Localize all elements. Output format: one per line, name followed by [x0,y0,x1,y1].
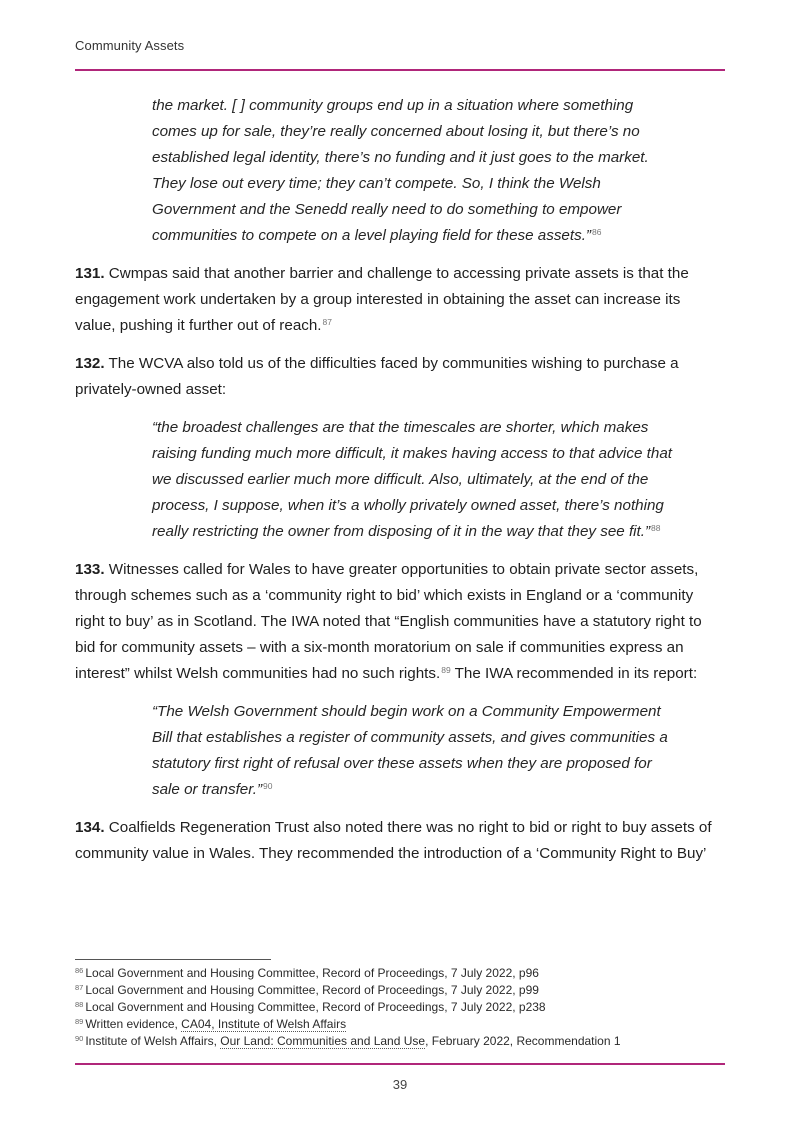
footnote-87: $^{87}$ Local Government and Housing Committee, Record of Proceedings, 7 July 2022, p99 [75,983,539,997]
footnote-90: $^{90}$ Institute of Welsh Affairs, Our Land: Communities and Land Use, February 2022, Recommendation 1 [75,1034,621,1048]
main-content [75,93,725,879]
paragraph-number: 134. [75,819,105,836]
footnote-ref-89[interactable]: 89 [441,665,451,675]
footnote-divider [75,959,271,960]
paragraph-133: 133. Witnesses called for Wales to have greater opportunities to obtain private sector assets, through schemes such as a ‘community right to bid’ which exists in England or a ‘community right to buy’ as in Scotland. The IWA noted that “English communities have a statutory right to bid for community assets – with a six-month moratorium on sale if communities express an interest” whilst Welsh communities had no such rights.$^{89}$ The IWA recommended in its report: [75,561,702,682]
footnote-ref-86[interactable]: 86 [591,227,602,237]
paragraph-131: 131. Cwmpas said that another barrier and challenge to accessing private assets is that the engagement work undertaken by a group interested in obtaining the asset can increase its value, pushing it further out of reach.$^{87}$ [75,265,689,334]
footer-rule [75,1063,725,1065]
evidence-link-ca04[interactable]: CA04, Institute of Welsh Affairs [181,1017,347,1031]
footnote-88: $^{88}$ Local Government and Housing Committee, Record of Proceedings, 7 July 2022, p238 [75,1000,546,1014]
paragraph-number: 133. [75,561,105,578]
quote-wcva-88: “the broadest challenges are that the timescales are shorter, which makes raising funding much more difficult, it makes having access to that advice that we discussed earlier much more difficult. Also, ultimately, at the end of the process, I suppose, when it’s a wholly privately owned asset, there’s nothing really restricting the owner from disposing of it in the way that they see fit.”$^{88}$ [152,419,673,540]
quote-iwa-90: “The Welsh Government should begin work on a Community Empowerment Bill that establishes a register of community assets, and gives communities a statutory first right of refusal over these assets when they are proposed for sale or transfer.”$^{90}$ [152,703,668,798]
footnote-89: $^{89}$ Written evidence, CA04, Institute of Welsh Affairs [75,1017,347,1031]
footnote-86: $^{86}$ Local Government and Housing Committee, Record of Proceedings, 7 July 2022, p96 [75,966,539,980]
paragraph-number: 131. [75,265,105,282]
footnote-ref-87[interactable]: 87 [322,317,332,327]
page-number: 39 [392,1077,408,1092]
report-link-our-land[interactable]: Our Land: Communities and Land Use [220,1034,426,1048]
footnote-ref-90[interactable]: 90 [263,781,273,791]
paragraph-134: 134. Coalfields Regeneration Trust also noted there was no right to bid or right to buy assets of community value in Wales. They recommended the introduction of a ‘Community Right to Buy’ [75,819,712,862]
footnote-ref-88[interactable]: 88 [651,523,661,533]
paragraph-number: 132. [75,355,105,372]
quote-witness-86: the market. [ ] community groups end up in a situation where something comes up for sale, they’re really concerned about losing it, but there’s no established legal identity, there’s no funding and it just goes to the market. They lose out every time; they can’t compete. So, I think the Welsh Government and the Senedd really need to do something to empower communities to compete on a level playing field for these assets.”$^{86}$ [152,97,649,244]
running-header: Community Assets [75,38,185,53]
header-rule [75,69,725,71]
footnotes [75,965,725,1050]
paragraph-132: 132. The WCVA also told us of the difficulties faced by communities wishing to purchase a privately-owned asset: [75,355,679,398]
